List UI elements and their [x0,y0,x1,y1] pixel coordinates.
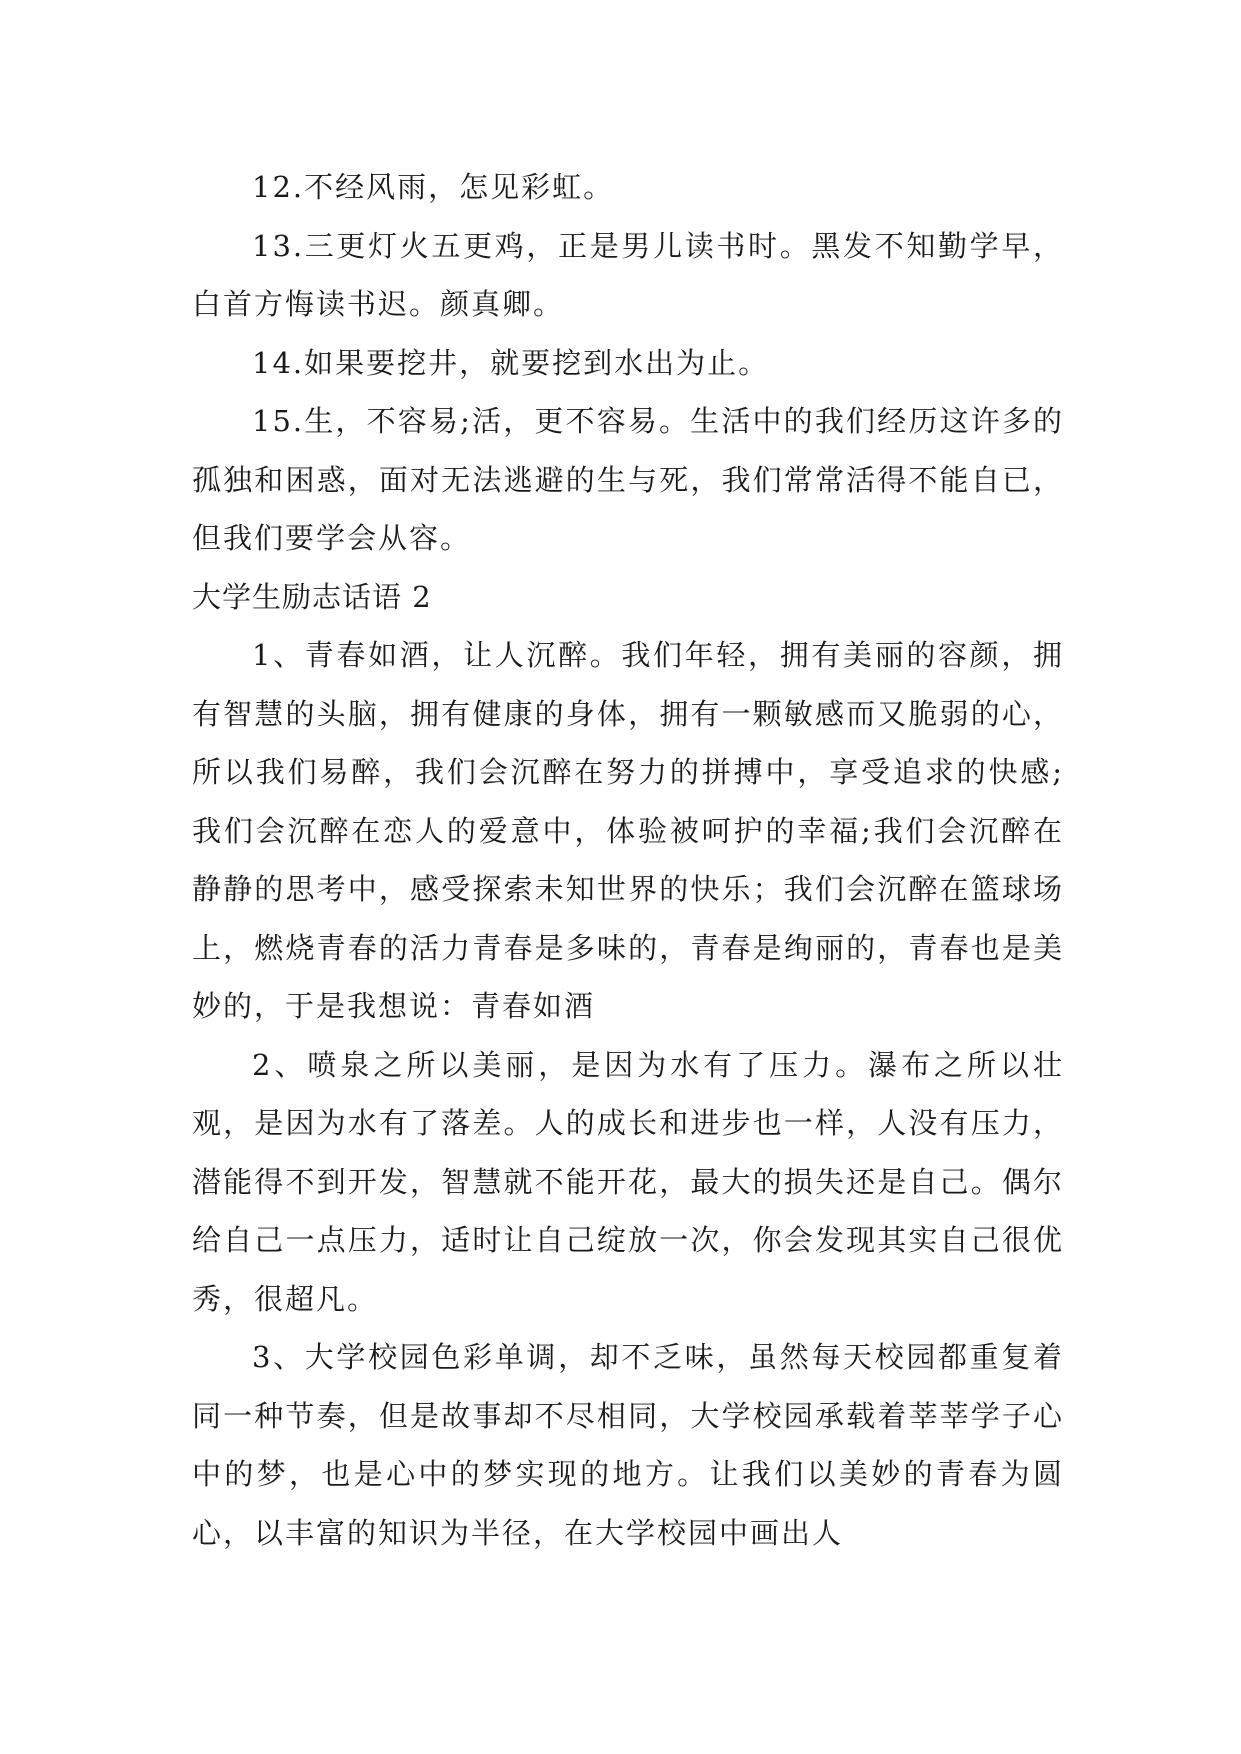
paragraph-15: 15.生，不容易;活，更不容易。生活中的我们经历这许多的孤独和困惑，面对无法逃避的生与死，我们常常活得不能自已，但我们要学会从容。 [192,404,1064,555]
document-body [192,158,1064,1562]
paragraph-1: 1、青春如酒，让人沉醉。我们年轻，拥有美丽的容颜，拥有智慧的头脑，拥有健康的身体，拥有一颗敏感而又脆弱的心，所以我们易醉，我们会沉醉在努力的拼搏中，享受追求的快感;我们会沉醉在恋人的爱意中，体验被呵护的幸福;我们会沉醉在静静的思考中，感受探索未知世界的快乐；我们会沉醉在篮球场上，燃烧青春的活力青春是多味的，青春是绚丽的，青春也是美妙的，于是我想说：青春如酒 [192,638,1064,1023]
paragraph-13: 13.三更灯火五更鸡，正是男儿读书时。黑发不知勤学早，白首方悔读书迟。颜真卿。 [192,228,1064,321]
paragraph-3: 3、大学校园色彩单调，却不乏味，虽然每天校园都重复着同一种节奏，但是故事却不尽相同，大学校园承载着莘莘学子心中的梦，也是心中的梦实现的地方。让我们以美妙的青春为圆心，以丰富的知识为半径，在大学校园中画出人 [192,1340,1064,1550]
section-heading: 大学生励志话语 2 [192,579,432,614]
paragraph-12: 12.不经风雨，怎见彩虹。 [252,170,615,204]
paragraph-2: 2、喷泉之所以美丽，是因为水有了压力。瀑布之所以壮观，是因为水有了落差。人的成长和进步也一样，人没有压力，潜能得不到开发，智慧就不能开花，最大的损失还是自己。偶尔给自己一点压力，适时让自己绽放一次，你会发现其实自己很优秀，很超凡。 [192,1047,1064,1316]
paragraph-14: 14.如果要挖井，就要挖到水出为止。 [252,345,770,380]
